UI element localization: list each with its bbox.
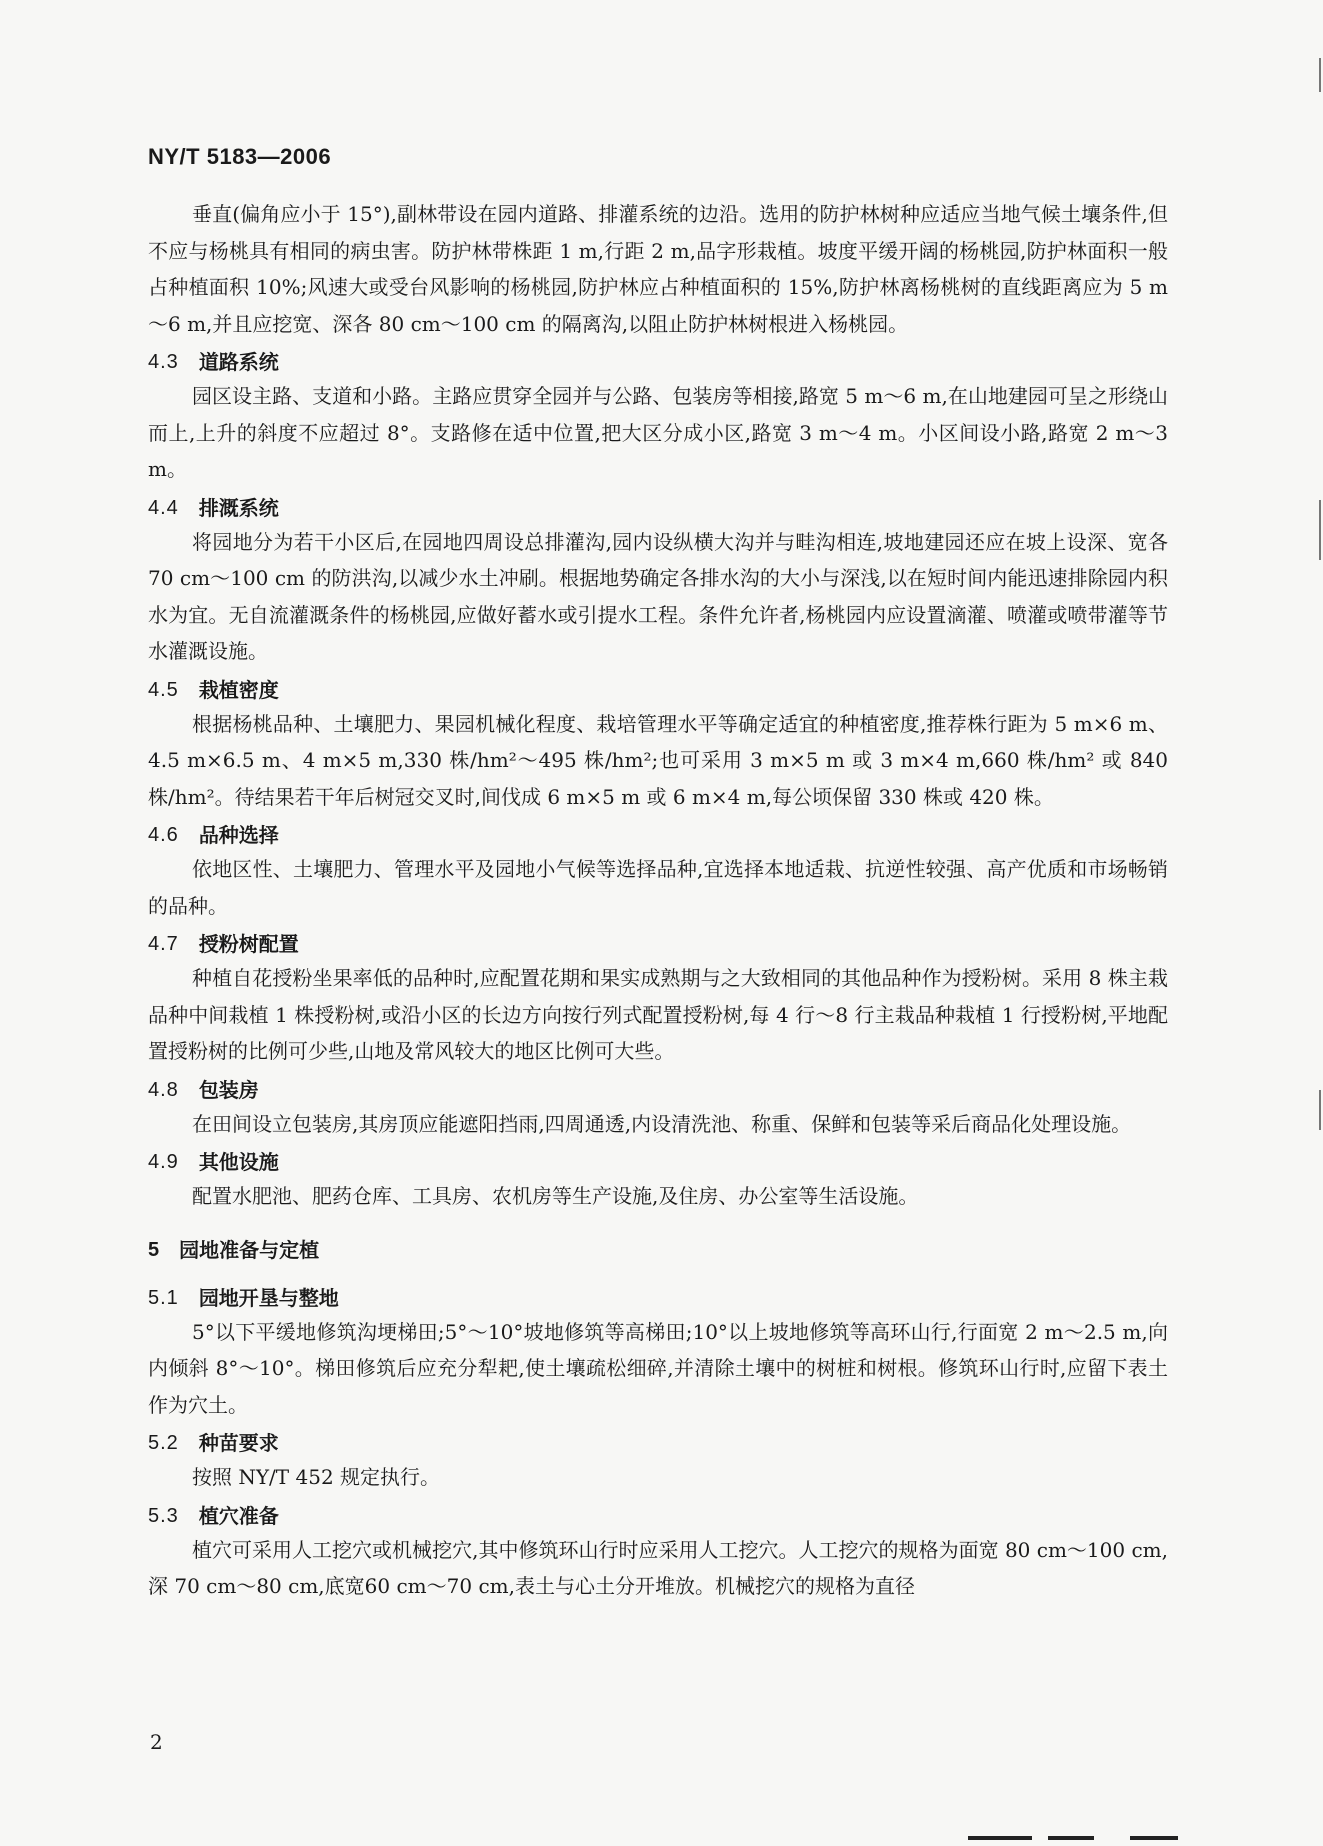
section-title: 种苗要求 [198, 1431, 279, 1455]
section-number: 4.8 [148, 1078, 179, 1101]
section-body-4-5: 根据杨桃品种、土壤肥力、果园机械化程度、栽培管理水平等确定适宜的种植密度,推荐株行距为 5 m×6 m、4.5 m×6.5 m、4 m×5 m,330 株/hm²～495 株/hm²;也可采用 3 m×5 m 或 3 m×4 m,660 株/hm² 或 840 株/hm²。待结果若干年后树冠交叉时,间伐成 6 m×5 m 或 6 m×4 m,每公顷保留 330 株或 420 株。 [148, 711, 1168, 809]
section-title: 园地开垦与整地 [198, 1285, 339, 1310]
section-title: 其他设施 [198, 1150, 279, 1174]
section-title: 植穴准备 [198, 1503, 279, 1528]
scan-bottom-bar [968, 1836, 1032, 1840]
section-number: 5.2 [148, 1432, 179, 1454]
section-number: 4.9 [148, 1151, 179, 1173]
section-title: 授粉树配置 [198, 932, 299, 956]
section-number: 4.5 [148, 678, 179, 701]
chapter-number: 5 [148, 1238, 160, 1261]
section-title: 品种选择 [198, 823, 279, 847]
section-number: 5.3 [148, 1504, 179, 1527]
page-number: 2 [150, 1730, 163, 1754]
section-heading-5-3 [148, 1501, 1168, 1531]
section-body-5-1: 5°以下平缓地修筑沟埂梯田;5°～10°坡地修筑等高梯田;10°以上坡地修筑等高环山行,行面宽 2 m～2.5 m,向内倾斜 8°～10°。梯田修筑后应充分犁耙,使土壤疏松细碎,并清除土壤中的树桩和树根。修筑环山行时,应留下表土作为穴土。 [148, 1319, 1168, 1417]
section-heading-4-6 [148, 820, 1168, 850]
section-title: 包装房 [198, 1077, 259, 1102]
section-heading-4-5 [148, 675, 1168, 705]
section-number: 5.1 [148, 1286, 179, 1309]
section-body-4-6: 依地区性、土壤肥力、管理水平及园地小气候等选择品种,宜选择本地适栽、抗逆性较强、高产优质和市场畅销的品种。 [148, 857, 1168, 918]
chapter-title: 园地准备与定植 [179, 1237, 320, 1262]
section-body-4-8: 在田间设立包装房,其房顶应能遮阳挡雨,四周通透,内设清洗池、称重、保鲜和包装等采后商品化处理设施。 [192, 1111, 1132, 1136]
section-body-5-2: 按照 NY/T 452 规定执行。 [192, 1465, 441, 1489]
section-heading-4-4 [148, 493, 1168, 523]
document-body [148, 196, 1168, 1605]
section-number: 4.7 [148, 933, 179, 955]
scan-bottom-bar [1048, 1836, 1094, 1840]
section-body-4-7: 种植自花授粉坐果率低的品种时,应配置花期和果实成熟期与之大致相同的其他品种作为授粉树。采用 8 株主栽品种中间栽植 1 株授粉树,或沿小区的长边方向按行列式配置授粉树,每 4 行～8 行主栽品种栽植 1 行授粉树,平地配置授粉树的比例可少些,山地及常风较大的地区比例可大些。 [148, 966, 1168, 1063]
section-heading-4-7 [148, 929, 1168, 959]
section-number: 4.4 [148, 496, 179, 519]
scan-edge-mark [1319, 58, 1321, 92]
section-heading-5-1 [148, 1283, 1168, 1313]
section-number: 4.3 [148, 351, 179, 373]
scan-bottom-bar [1130, 1836, 1178, 1840]
section-title: 排溉系统 [198, 495, 279, 520]
intro-paragraph: 垂直(偏角应小于 15°),副林带设在园内道路、排灌系统的边沿。选用的防护林树种应适应当地气候土壤条件,但不应与杨桃具有相同的病虫害。防护林带株距 1 m,行距 2 m,品字形栽植。坡度平缓开阔的杨桃园,防护林面积一般占种植面积 10%;风速大或受台风影响的杨桃园,防护林应占种植面积的 15%,防护林离杨桃树的直线距离应为 5 m～6 m,并且应挖宽、深各 80 cm～100 cm 的隔离沟,以阻止防护林树根进入杨桃园。 [148, 202, 1168, 336]
section-heading-4-8 [148, 1075, 1168, 1105]
section-number: 4.6 [148, 824, 179, 846]
scan-edge-mark [1319, 1090, 1321, 1130]
section-title: 栽植密度 [198, 677, 279, 702]
standard-code-header: NY/T 5183—2006 [148, 144, 332, 169]
chapter-heading-5 [148, 1235, 1168, 1265]
section-body-5-3: 植穴可采用人工挖穴或机械挖穴,其中修筑环山行时应采用人工挖穴。人工挖穴的规格为面宽 80 cm～100 cm,深 70 cm～80 cm,底宽60 cm～70 cm,表土与心土分开堆放。机械挖穴的规格为直径 [148, 1537, 1168, 1598]
section-body-4-4: 将园地分为若干小区后,在园地四周设总排灌沟,园内设纵横大沟并与畦沟相连,坡地建园还应在坡上设深、宽各 70 cm～100 cm 的防洪沟,以减少水土冲刷。根据地势确定各排水沟的大小与深浅,以在短时间内能迅速排除园内积水为宜。无自流灌溉条件的杨桃园,应做好蓄水或引提水工程。条件允许者,杨桃园内应设置滴灌、喷灌或喷带灌等节水灌溉设施。 [148, 529, 1168, 663]
section-heading-4-3 [148, 347, 1168, 377]
section-title: 道路系统 [198, 350, 279, 374]
scan-edge-mark [1319, 500, 1321, 560]
section-body-4-3: 园区设主路、支道和小路。主路应贯穿全园并与公路、包装房等相接,路宽 5 m～6 m,在山地建园可呈之形绕山而上,上升的斜度不应超过 8°。支路修在适中位置,把大区分成小区,路宽 3 m～4 m。小区间设小路,路宽 2 m～3 m。 [148, 384, 1168, 481]
section-heading-5-2 [148, 1428, 1168, 1458]
section-body-4-9: 配置水肥池、肥药仓库、工具房、农机房等生产设施,及住房、办公室等生活设施。 [192, 1184, 919, 1208]
section-heading-4-9 [148, 1147, 1168, 1177]
